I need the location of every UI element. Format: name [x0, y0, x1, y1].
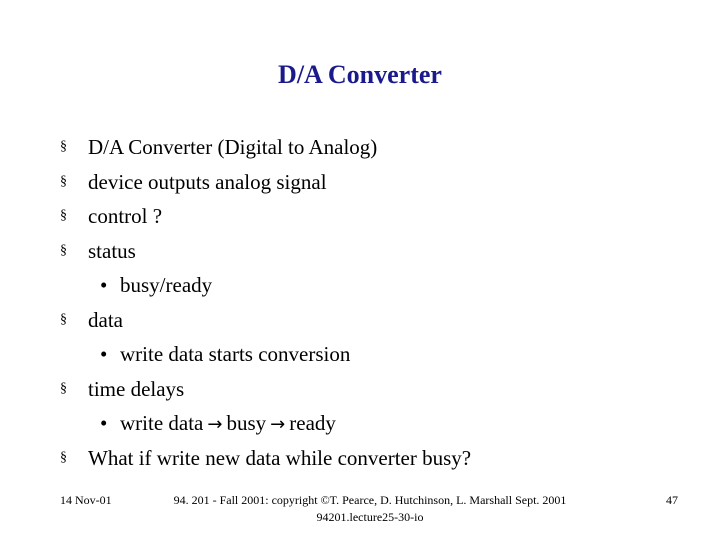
dot-bullet-icon: •: [100, 273, 108, 297]
bullet-text: time delays: [88, 376, 185, 401]
sequence-step: busy: [226, 411, 267, 435]
footer-lecture-id: 94201.lecture25-30-io: [316, 510, 424, 524]
slide-title-text: D/A Converter: [278, 60, 442, 89]
bullet-item: [60, 199, 700, 234]
bullet-text: device outputs analog signal: [88, 169, 327, 194]
arrow-right-icon: →: [270, 414, 286, 435]
bullet-item: [60, 130, 700, 165]
bullet-item: [60, 165, 700, 200]
sub-bullet-item: [60, 337, 700, 372]
bullet-item: [60, 234, 700, 269]
sub-bullet-text: write data starts conversion: [120, 342, 351, 366]
bullet-item: [60, 441, 700, 476]
square-bullet-icon: §: [60, 173, 67, 189]
arrow-right-icon: →: [207, 414, 223, 435]
square-bullet-icon: §: [60, 208, 67, 223]
bullet-text: data: [88, 307, 123, 332]
sequence-step: write data: [120, 411, 204, 435]
square-bullet-icon: §: [60, 242, 67, 258]
bullet-text: status: [88, 238, 136, 263]
page-number: 47: [666, 493, 678, 507]
square-bullet-icon: §: [60, 139, 67, 154]
bullet-item: [60, 372, 700, 407]
bullet-list: [60, 130, 700, 475]
bullet-text: control ?: [88, 204, 163, 228]
footer-copyright-line: 94. 201 - Fall 2001: copyright ©T. Pearce, D. Hutchinson, L. Marshall Sept. 2001: [173, 493, 567, 507]
sub-bullet-text: busy/ready: [120, 273, 213, 297]
dot-bullet-icon: •: [100, 342, 108, 366]
sequence-step: ready: [289, 411, 336, 435]
dot-bullet-icon: •: [100, 411, 108, 435]
slide-title: [0, 60, 720, 90]
sub-bullet-item: [60, 268, 700, 303]
sub-bullet-text: [120, 406, 336, 442]
footer-date: 14 Nov-01: [60, 493, 112, 507]
square-bullet-icon: §: [60, 311, 67, 327]
bullet-text: D/A Converter (Digital to Analog): [88, 135, 378, 159]
bullet-item: [60, 303, 700, 338]
footer-copyright: [130, 492, 610, 526]
square-bullet-icon: §: [60, 380, 67, 396]
bullet-text: What if write new data while converter busy?: [88, 445, 472, 470]
sub-bullet-item: [60, 406, 700, 441]
square-bullet-icon: §: [60, 449, 67, 465]
